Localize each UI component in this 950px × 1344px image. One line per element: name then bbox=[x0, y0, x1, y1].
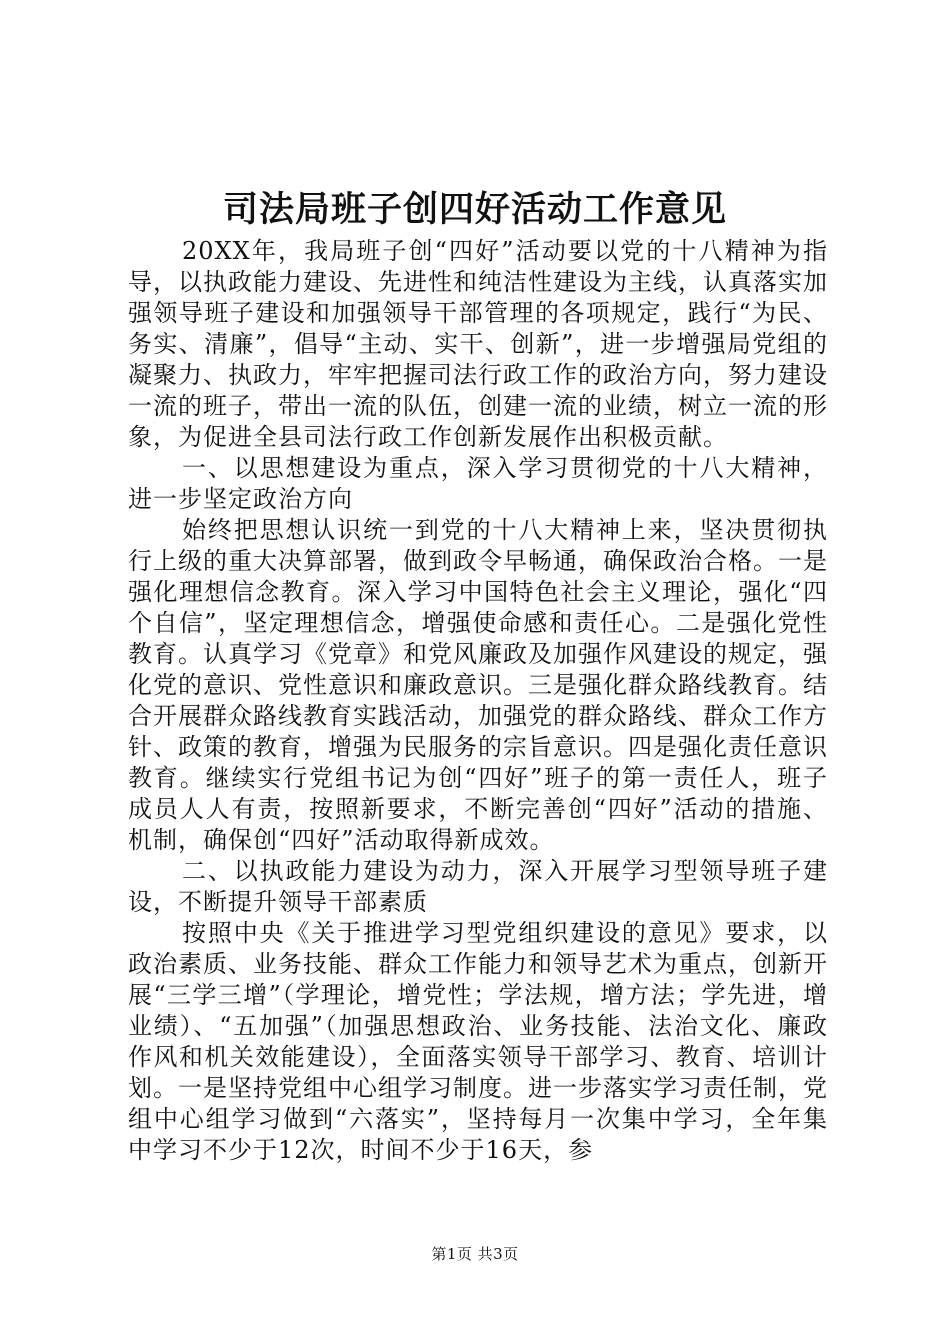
page-footer: 第1页 共3页 bbox=[431, 1245, 519, 1263]
paragraph-intro: 20XX年，我局班子创“四好”活动要以党的十八精神为指导，以执政能力建设、先进性和纯洁性建设为主线，认真落实加强领导班子建设和加强领导干部管理的各项规定，践行“为民、务实、清廉”，倡导“主动、实干、创新”，进一步增强局党组的凝聚力、执政力，牢牢把握司法行政工作的政治方向，努力建设一流的班子，带出一流的队伍，创建一流的业绩，树立一流的形象，为促进全县司法行政工作创新发展作出积极贡献。 bbox=[128, 237, 828, 451]
section-heading-2: 二、以执政能力建设为动力，深入开展学习型领导班子建设，不断提升领导干部素质 bbox=[128, 857, 828, 916]
paragraph-section-2: 按照中央《关于推进学习型党组织建设的意见》要求，以政治素质、业务技能、群众工作能力和领导艺术为重点，创新开展“三学三增”（学理论，增党性；学法规，增方法；学先进，增业绩）、“五加强”（加强思想政治、业务技能、法治文化、廉政作风和机关效能建设），全面落实领导干部学习、教育、培训计划。一是坚持党组中心组学习制度。进一步落实学习责任制，党组中心组学习做到“六落实”，坚持每月一次集中学习，全年集中学习不少于12次，时间不少于16天，参 bbox=[128, 919, 828, 1164]
document-body bbox=[128, 236, 828, 1166]
section-heading-1: 一、以思想建设为重点，深入学习贯彻党的十八大精神，进一步坚定政治方向 bbox=[128, 454, 828, 513]
paragraph-section-1: 始终把思想认识统一到党的十八大精神上来，坚决贯彻执行上级的重大决算部署，做到政令早畅通，确保政治合格。一是强化理想信念教育。深入学习中国特色社会主义理论，强化“四个自信”，坚定理想信念，增强使命感和责任心。二是强化党性教育。认真学习《党章》和党风廉政及加强作风建设的规定，强化党的意识、党性意识和廉政意识。三是强化群众路线教育。结合开展群众路线教育实践活动，加强党的群众路线、群众工作方针、政策的教育，增强为民服务的宗旨意识。四是强化责任意识教育。继续实行党组书记为创“四好”班子的第一责任人，班子成员人人有责，按照新要求，不断完善创“四好”活动的措施、机制，确保创“四好”活动取得新成效。 bbox=[128, 516, 828, 854]
document-title: 司法局班子创四好活动工作意见 bbox=[222, 189, 727, 230]
